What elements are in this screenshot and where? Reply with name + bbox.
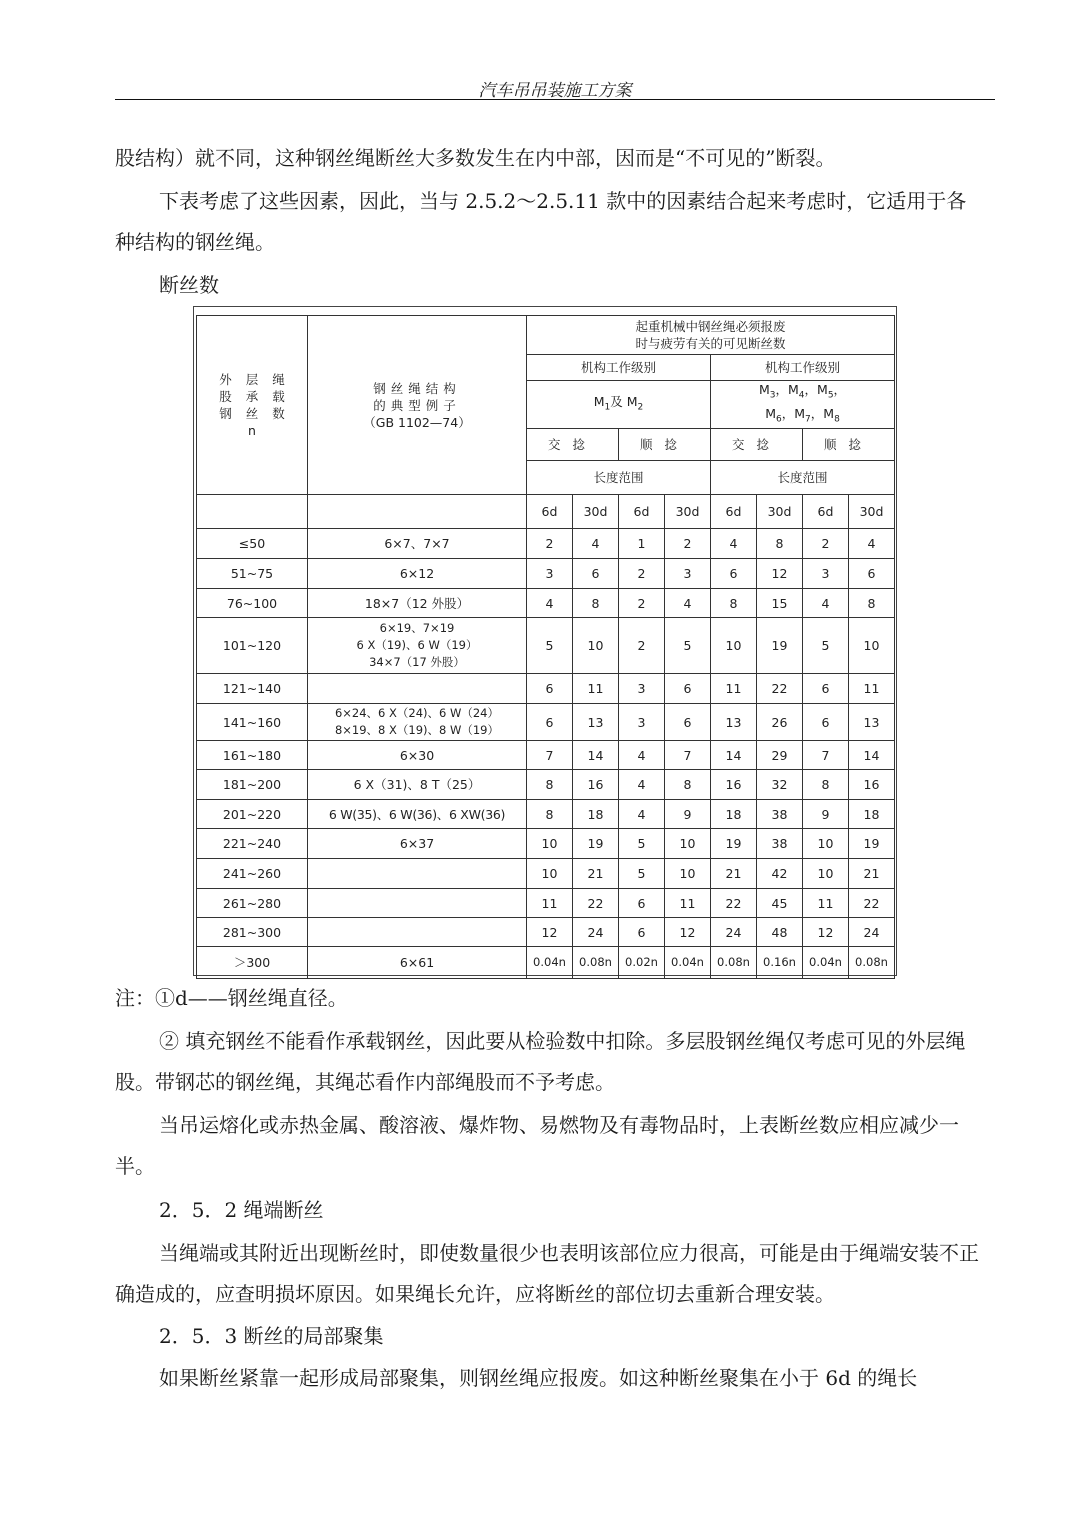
table-row [197, 559, 895, 589]
structure-example-line: 6 W(35)、6 W(36)、6 XW(36) [328, 806, 506, 822]
cell-broken-wire-value: 0.04n [665, 947, 711, 979]
cell-broken-wire-value: 24 [849, 918, 895, 947]
table-row [197, 674, 895, 704]
col-header-structure-line: 的典型例子 [373, 397, 461, 413]
cell-broken-wire-value: 2 [803, 529, 849, 559]
cell-broken-wire-value: 3 [619, 674, 665, 704]
length-range-a: 长度范围 [527, 461, 711, 495]
cell-broken-wire-value: 24 [711, 918, 757, 947]
class-a-sub: 2 [637, 402, 644, 413]
cell-broken-wire-value: 6 [573, 559, 619, 589]
cell-broken-wire-value: 10 [527, 829, 573, 859]
cell-structure-example [308, 559, 527, 589]
class-b-text: ，M [804, 382, 828, 397]
cell-broken-wire-value: 2 [619, 589, 665, 618]
cell-broken-wire-value: 45 [757, 889, 803, 918]
structure-example-line: 34×7（17 外股） [369, 655, 465, 669]
table-row [197, 529, 895, 559]
cell-structure-example [308, 741, 527, 770]
cell-wire-count: 141~160 [197, 704, 308, 741]
paragraph-2: 下表考虑了这些因素，因此，当与 2.5.2～2.5.11 款中的因素结合起来考虑时，它适用于各种结构的钢丝绳。 [115, 189, 967, 254]
col-header-n-line: 外层绳 [219, 372, 299, 387]
cell-broken-wire-value: 6 [527, 704, 573, 741]
header-rule [115, 99, 995, 100]
cell-broken-wire-value: 11 [527, 889, 573, 918]
cell-broken-wire-value: 5 [527, 618, 573, 674]
cell-broken-wire-value: 10 [527, 859, 573, 889]
cell-broken-wire-value: 13 [849, 704, 895, 741]
cell-broken-wire-value: 6 [803, 674, 849, 704]
class-b-text: M [758, 382, 770, 397]
cell-broken-wire-value: 4 [619, 800, 665, 829]
cell-broken-wire-value: 22 [711, 889, 757, 918]
col-header-structure-line: 钢丝绳结构 [373, 380, 461, 396]
cell-broken-wire-value: 4 [849, 529, 895, 559]
cell-broken-wire-value: 7 [665, 741, 711, 770]
class-a-sub: 1 [604, 402, 611, 413]
table-row [197, 947, 895, 979]
class-b-sub: 5 [827, 390, 834, 401]
cell-broken-wire-value: 26 [757, 704, 803, 741]
length-col-header: 6d [527, 495, 573, 529]
table-row [197, 800, 895, 829]
broken-wire-table [196, 315, 895, 979]
cell-broken-wire-value: 8 [573, 589, 619, 618]
structure-example-line: 6 X（31)、8 T（25） [353, 777, 481, 792]
class-b-line2 [711, 405, 894, 429]
cell-broken-wire-value: 12 [803, 918, 849, 947]
note-1: 注：①d——钢丝绳直径。 [115, 986, 348, 1010]
col-header-n-line: n [248, 423, 256, 438]
cell-broken-wire-value: 8 [849, 589, 895, 618]
cell-broken-wire-value: 0.16n [757, 947, 803, 979]
cell-structure-example [308, 674, 527, 704]
cell-broken-wire-value: 3 [527, 559, 573, 589]
cell-broken-wire-value: 3 [619, 704, 665, 741]
structure-example-line: 6×37 [399, 836, 435, 851]
class-b-text: ，M [781, 405, 806, 421]
cell-broken-wire-value: 10 [803, 829, 849, 859]
cell-broken-wire-value: 29 [757, 741, 803, 770]
cell-broken-wire-value: 32 [757, 770, 803, 800]
group-header-line: 起重机械中钢丝绳必须报废 [635, 319, 786, 334]
cell-broken-wire-value: 5 [665, 618, 711, 674]
cell-broken-wire-value: 4 [711, 529, 757, 559]
cell-broken-wire-value: 8 [711, 589, 757, 618]
cell-broken-wire-value: 10 [665, 829, 711, 859]
cell-structure-example [308, 704, 527, 741]
table-caption: 断丝数 [159, 273, 219, 297]
cell-broken-wire-value: 10 [573, 618, 619, 674]
lay-cross-b [711, 429, 803, 461]
cell-broken-wire-value: 8 [665, 770, 711, 800]
cell-broken-wire-value: 10 [803, 859, 849, 889]
class-b-text: ， [833, 382, 847, 397]
cell-structure-example [308, 770, 527, 800]
cell-broken-wire-value: 0.08n [573, 947, 619, 979]
table-row [197, 704, 895, 741]
length-col-header: 30d [849, 495, 895, 529]
table-row [197, 859, 895, 889]
cell-broken-wire-value: 7 [527, 741, 573, 770]
structure-example-line: 6×19、7×19 [379, 621, 455, 635]
cell-broken-wire-value: 15 [757, 589, 803, 618]
cell-broken-wire-value: 1 [619, 529, 665, 559]
cell-broken-wire-value: 18 [711, 800, 757, 829]
col-header-structure-line: （GB 1102—74） [363, 414, 471, 430]
cell-broken-wire-value: 21 [711, 859, 757, 889]
class-b-text: ，M [775, 382, 799, 397]
cell-broken-wire-value: 4 [619, 770, 665, 800]
structure-example-line: 6×7、7×7 [384, 536, 450, 551]
cell-broken-wire-value: 6 [665, 704, 711, 741]
cell-broken-wire-value: 38 [757, 829, 803, 859]
group-header [527, 316, 895, 355]
class-b-text: M [765, 405, 776, 421]
col-header-n-line: 钢丝数 [219, 406, 299, 421]
class-label-b: 机构工作级别 [711, 355, 895, 381]
cell-broken-wire-value: 4 [527, 589, 573, 618]
cell-broken-wire-value: 0.02n [619, 947, 665, 979]
structure-example-line: 6×61 [399, 955, 435, 970]
cell-broken-wire-value: 10 [849, 618, 895, 674]
cell-broken-wire-value: 8 [527, 770, 573, 800]
structure-example-line: 6×24、6 X（24)、6 W（24） [334, 706, 500, 720]
length-col-header: 6d [711, 495, 757, 529]
class-a-mid: 及 M [610, 393, 638, 409]
structure-example-line: 18×7（12 外股） [364, 595, 470, 611]
class-b-sub: 6 [776, 414, 782, 424]
length-col-header: 6d [803, 495, 849, 529]
spacer-cell [197, 495, 308, 529]
cell-wire-count: 221~240 [197, 829, 308, 859]
cell-structure-example [308, 918, 527, 947]
length-col-header: 30d [665, 495, 711, 529]
cell-wire-count: 76~100 [197, 589, 308, 618]
section-2-5-2-title: 2．5．2 绳端断丝 [159, 1198, 324, 1222]
table-row [197, 741, 895, 770]
class-b-sub: 4 [798, 390, 805, 401]
length-col-header: 6d [619, 495, 665, 529]
lay-label: 交捻 [547, 437, 597, 452]
cell-broken-wire-value: 6 [527, 674, 573, 704]
cell-broken-wire-value: 6 [711, 559, 757, 589]
cell-broken-wire-value: 4 [573, 529, 619, 559]
paragraph-4: 当吊运熔化或赤热金属、酸溶液、爆炸物、易燃物及有毒物品时，上表断丝数应相应减少一半。 [115, 1113, 959, 1178]
cell-broken-wire-value: 0.08n [711, 947, 757, 979]
table-row [197, 618, 895, 674]
cell-wire-count: 261~280 [197, 889, 308, 918]
cell-broken-wire-value: 6 [665, 674, 711, 704]
cell-broken-wire-value: 21 [849, 859, 895, 889]
cell-broken-wire-value: 8 [757, 529, 803, 559]
cell-broken-wire-value: 22 [573, 889, 619, 918]
cell-broken-wire-value: 14 [711, 741, 757, 770]
cell-structure-example [308, 829, 527, 859]
cell-broken-wire-value: 22 [849, 889, 895, 918]
cell-structure-example [308, 618, 527, 674]
page-header-title: 汽车吊吊装施工方案 [478, 81, 632, 101]
cell-wire-count: 181~200 [197, 770, 308, 800]
cell-broken-wire-value: 8 [527, 800, 573, 829]
cell-broken-wire-value: 38 [757, 800, 803, 829]
cell-wire-count: 201~220 [197, 800, 308, 829]
structure-example-line: 8×19、8 X（19)、8 W（19） [334, 723, 500, 737]
cell-broken-wire-value: 48 [757, 918, 803, 947]
cell-broken-wire-value: 12 [527, 918, 573, 947]
cell-wire-count: 121~140 [197, 674, 308, 704]
class-a-value [527, 381, 711, 429]
lay-label: 交捻 [731, 437, 781, 452]
cell-broken-wire-value: 10 [665, 859, 711, 889]
spacer-cell [308, 495, 527, 529]
length-range-b: 长度范围 [711, 461, 895, 495]
class-b-text: ，M [810, 405, 835, 421]
structure-example-line: 6×30 [399, 747, 435, 763]
table-row [197, 589, 895, 618]
cell-broken-wire-value: 13 [711, 704, 757, 741]
cell-broken-wire-value: 16 [849, 770, 895, 800]
cell-wire-count: ≤50 [197, 529, 308, 559]
class-a-m: M [593, 393, 605, 409]
cell-structure-example [308, 859, 527, 889]
col-header-structure [308, 316, 527, 495]
cell-broken-wire-value: 14 [849, 741, 895, 770]
section-2-5-3-title: 2．5．3 断丝的局部聚集 [159, 1324, 384, 1348]
paragraph-1: 股结构）就不同，这种钢丝绳断丝大多数发生在内中部，因而是“不可见的”断裂。 [115, 146, 836, 170]
cell-broken-wire-value: 3 [803, 559, 849, 589]
cell-broken-wire-value: 5 [619, 829, 665, 859]
cell-broken-wire-value: 19 [849, 829, 895, 859]
cell-structure-example [308, 889, 527, 918]
cell-broken-wire-value: 12 [757, 559, 803, 589]
lay-same-a [619, 429, 711, 461]
cell-broken-wire-value: 4 [619, 741, 665, 770]
col-header-n-line: 股承载 [219, 389, 299, 404]
section-2-5-3-body: 如果断丝紧靠一起形成局部聚集，则钢丝绳应报废。如这种断丝聚集在小于 6d 的绳长 [159, 1366, 918, 1390]
col-header-wire-count [197, 316, 308, 495]
cell-broken-wire-value: 18 [573, 800, 619, 829]
length-col-header: 30d [573, 495, 619, 529]
length-col-header: 30d [757, 495, 803, 529]
cell-broken-wire-value: 5 [803, 618, 849, 674]
cell-broken-wire-value: 14 [573, 741, 619, 770]
class-label-a: 机构工作级别 [527, 355, 711, 381]
cell-broken-wire-value: 16 [711, 770, 757, 800]
class-b-sub: 7 [805, 414, 811, 424]
cell-broken-wire-value: 19 [711, 829, 757, 859]
cell-broken-wire-value: 11 [803, 889, 849, 918]
cell-broken-wire-value: 6 [619, 918, 665, 947]
cell-wire-count: 51~75 [197, 559, 308, 589]
cell-wire-count: ＞300 [197, 947, 308, 979]
cell-broken-wire-value: 6 [803, 704, 849, 741]
cell-broken-wire-value: 18 [849, 800, 895, 829]
class-b-value [711, 381, 895, 429]
class-b-sub: 8 [834, 414, 840, 424]
cell-wire-count: 101~120 [197, 618, 308, 674]
cell-broken-wire-value: 2 [527, 529, 573, 559]
cell-wire-count: 241~260 [197, 859, 308, 889]
cell-broken-wire-value: 11 [849, 674, 895, 704]
broken-wire-table-frame [193, 306, 897, 976]
cell-broken-wire-value: 2 [665, 529, 711, 559]
group-header-line: 时与疲劳有关的可见断丝数 [635, 336, 786, 351]
cell-broken-wire-value: 9 [665, 800, 711, 829]
table-row [197, 889, 895, 918]
cell-broken-wire-value: 13 [573, 704, 619, 741]
cell-structure-example [308, 529, 527, 559]
cell-broken-wire-value: 6 [619, 889, 665, 918]
table-row [197, 770, 895, 800]
section-2-5-2-body: 当绳端或其附近出现断丝时，即使数量很少也表明该部位应力很高，可能是由于绳端安装不正确造成的，应查明损坏原因。如果绳长允许，应将断丝的部位切去重新合理安装。 [115, 1241, 979, 1306]
cell-broken-wire-value: 11 [665, 889, 711, 918]
cell-wire-count: 281~300 [197, 918, 308, 947]
cell-broken-wire-value: 10 [711, 618, 757, 674]
cell-broken-wire-value: 4 [665, 589, 711, 618]
cell-broken-wire-value: 7 [803, 741, 849, 770]
table-row [197, 829, 895, 859]
lay-label: 顺捻 [639, 437, 689, 452]
lay-cross-a [527, 429, 619, 461]
lay-label: 顺捻 [824, 437, 874, 452]
cell-broken-wire-value: 21 [573, 859, 619, 889]
structure-example-line: 6 X（19)、6 W（19） [356, 638, 478, 652]
cell-broken-wire-value: 11 [573, 674, 619, 704]
cell-structure-example [308, 947, 527, 979]
lay-same-b [803, 429, 895, 461]
cell-broken-wire-value: 22 [757, 674, 803, 704]
cell-broken-wire-value: 0.08n [849, 947, 895, 979]
cell-broken-wire-value: 9 [803, 800, 849, 829]
cell-broken-wire-value: 0.04n [803, 947, 849, 979]
class-b-sub: 3 [769, 390, 776, 401]
cell-structure-example [308, 589, 527, 618]
cell-broken-wire-value: 2 [619, 618, 665, 674]
cell-broken-wire-value: 5 [619, 859, 665, 889]
table-row [197, 918, 895, 947]
cell-broken-wire-value: 0.04n [527, 947, 573, 979]
class-b-line1 [711, 381, 894, 405]
cell-broken-wire-value: 16 [573, 770, 619, 800]
cell-broken-wire-value: 4 [803, 589, 849, 618]
cell-broken-wire-value: 24 [573, 918, 619, 947]
cell-broken-wire-value: 8 [803, 770, 849, 800]
cell-broken-wire-value: 42 [757, 859, 803, 889]
cell-broken-wire-value: 19 [573, 829, 619, 859]
cell-broken-wire-value: 11 [711, 674, 757, 704]
cell-broken-wire-value: 19 [757, 618, 803, 674]
note-2: ② 填充钢丝不能看作承载钢丝，因此要从检验数中扣除。多层股钢丝绳仅考虑可见的外层绳股。带钢芯的钢丝绳，其绳芯看作内部绳股而不予考虑。 [115, 1029, 966, 1094]
cell-broken-wire-value: 6 [849, 559, 895, 589]
cell-broken-wire-value: 3 [665, 559, 711, 589]
cell-broken-wire-value: 12 [665, 918, 711, 947]
cell-structure-example [308, 800, 527, 829]
structure-example-line: 6×12 [399, 566, 435, 581]
cell-wire-count: 161~180 [197, 741, 308, 770]
cell-broken-wire-value: 2 [619, 559, 665, 589]
